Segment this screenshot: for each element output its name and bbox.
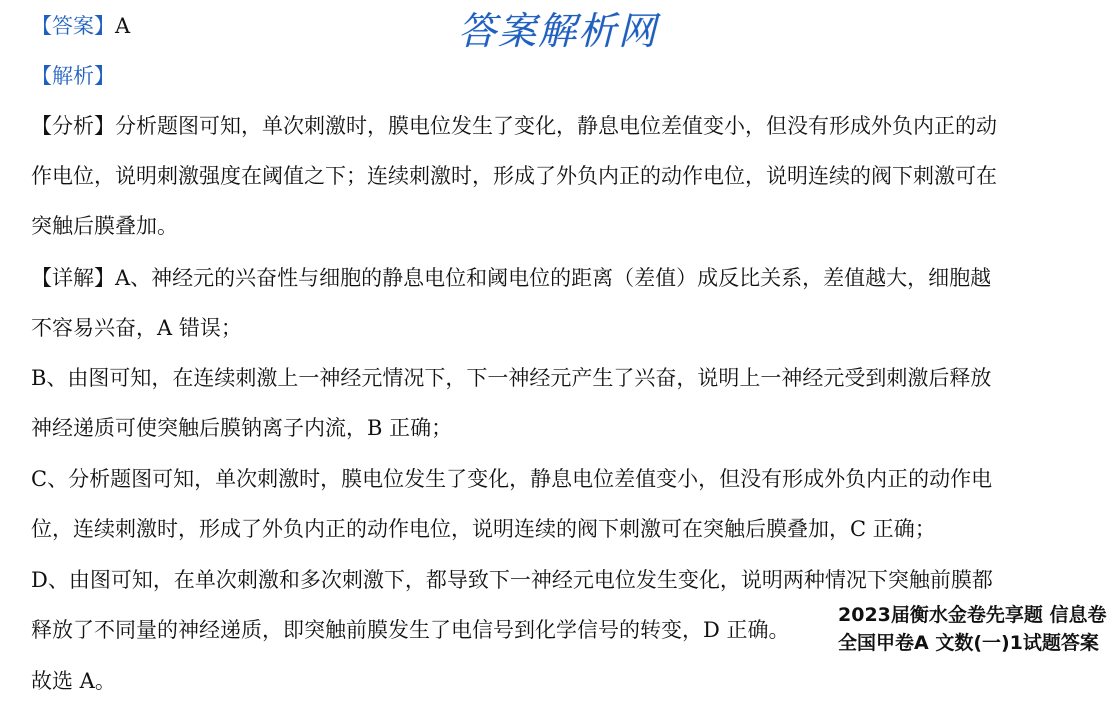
answer-value: A — [115, 14, 131, 38]
content-line-5: 不容易兴奋，A 错误； — [31, 316, 242, 340]
answer-line — [31, 13, 130, 39]
content-line-4: 【详解】A、神经元的兴奋性与细胞的静息电位和阈电位的距离（差值）成反比关系，差值越大，细胞越 — [31, 266, 992, 290]
content-line-12: 故选 A。 — [31, 669, 116, 693]
overlay-caption: 2023届衡水金卷先享题 信息卷 全国甲卷A 文数(一)1试题答案 — [836, 601, 1108, 657]
content-line-7: 神经递质可使突触后膜钠离子内流，B 正确； — [31, 416, 453, 440]
content-line-11: 释放了不同量的神经递质，即突触前膜发生了电信号到化学信号的转变，D 正确。 — [31, 618, 790, 642]
content-line-3: 突触后膜叠加。 — [31, 214, 178, 238]
analysis-label: 【解析】 — [31, 64, 115, 88]
content-line-2: 作电位，说明刺激强度在阈值之下；连续刺激时，形成了外负内正的动作电位，说明连续的阀下刺激可在 — [31, 164, 997, 188]
answer-label: 【答案】 — [31, 14, 115, 38]
content-line-10: D、由图可知，在单次刺激和多次刺激下，都导致下一神经元电位发生变化，说明两种情况下突触前膜都 — [31, 568, 993, 592]
content-line-1: 【分析】分析题图可知，单次刺激时，膜电位发生了变化，静息电位差值变小，但没有形成外负内正的动 — [31, 114, 997, 138]
content-line-6: B、由图可知，在连续刺激上一神经元情况下，下一神经元产生了兴奋，说明上一神经元受到刺激后释放 — [31, 366, 992, 390]
content-line-8: C、分析题图可知，单次刺激时，膜电位发生了变化，静息电位差值变小，但没有形成外负内正的动作电 — [31, 467, 993, 491]
content-line-9: 位，连续刺激时，形成了外负内正的动作电位，说明连续的阀下刺激可在突触后膜叠加，C 正确； — [31, 517, 936, 541]
watermark-title: 答案解析网 — [458, 9, 659, 53]
